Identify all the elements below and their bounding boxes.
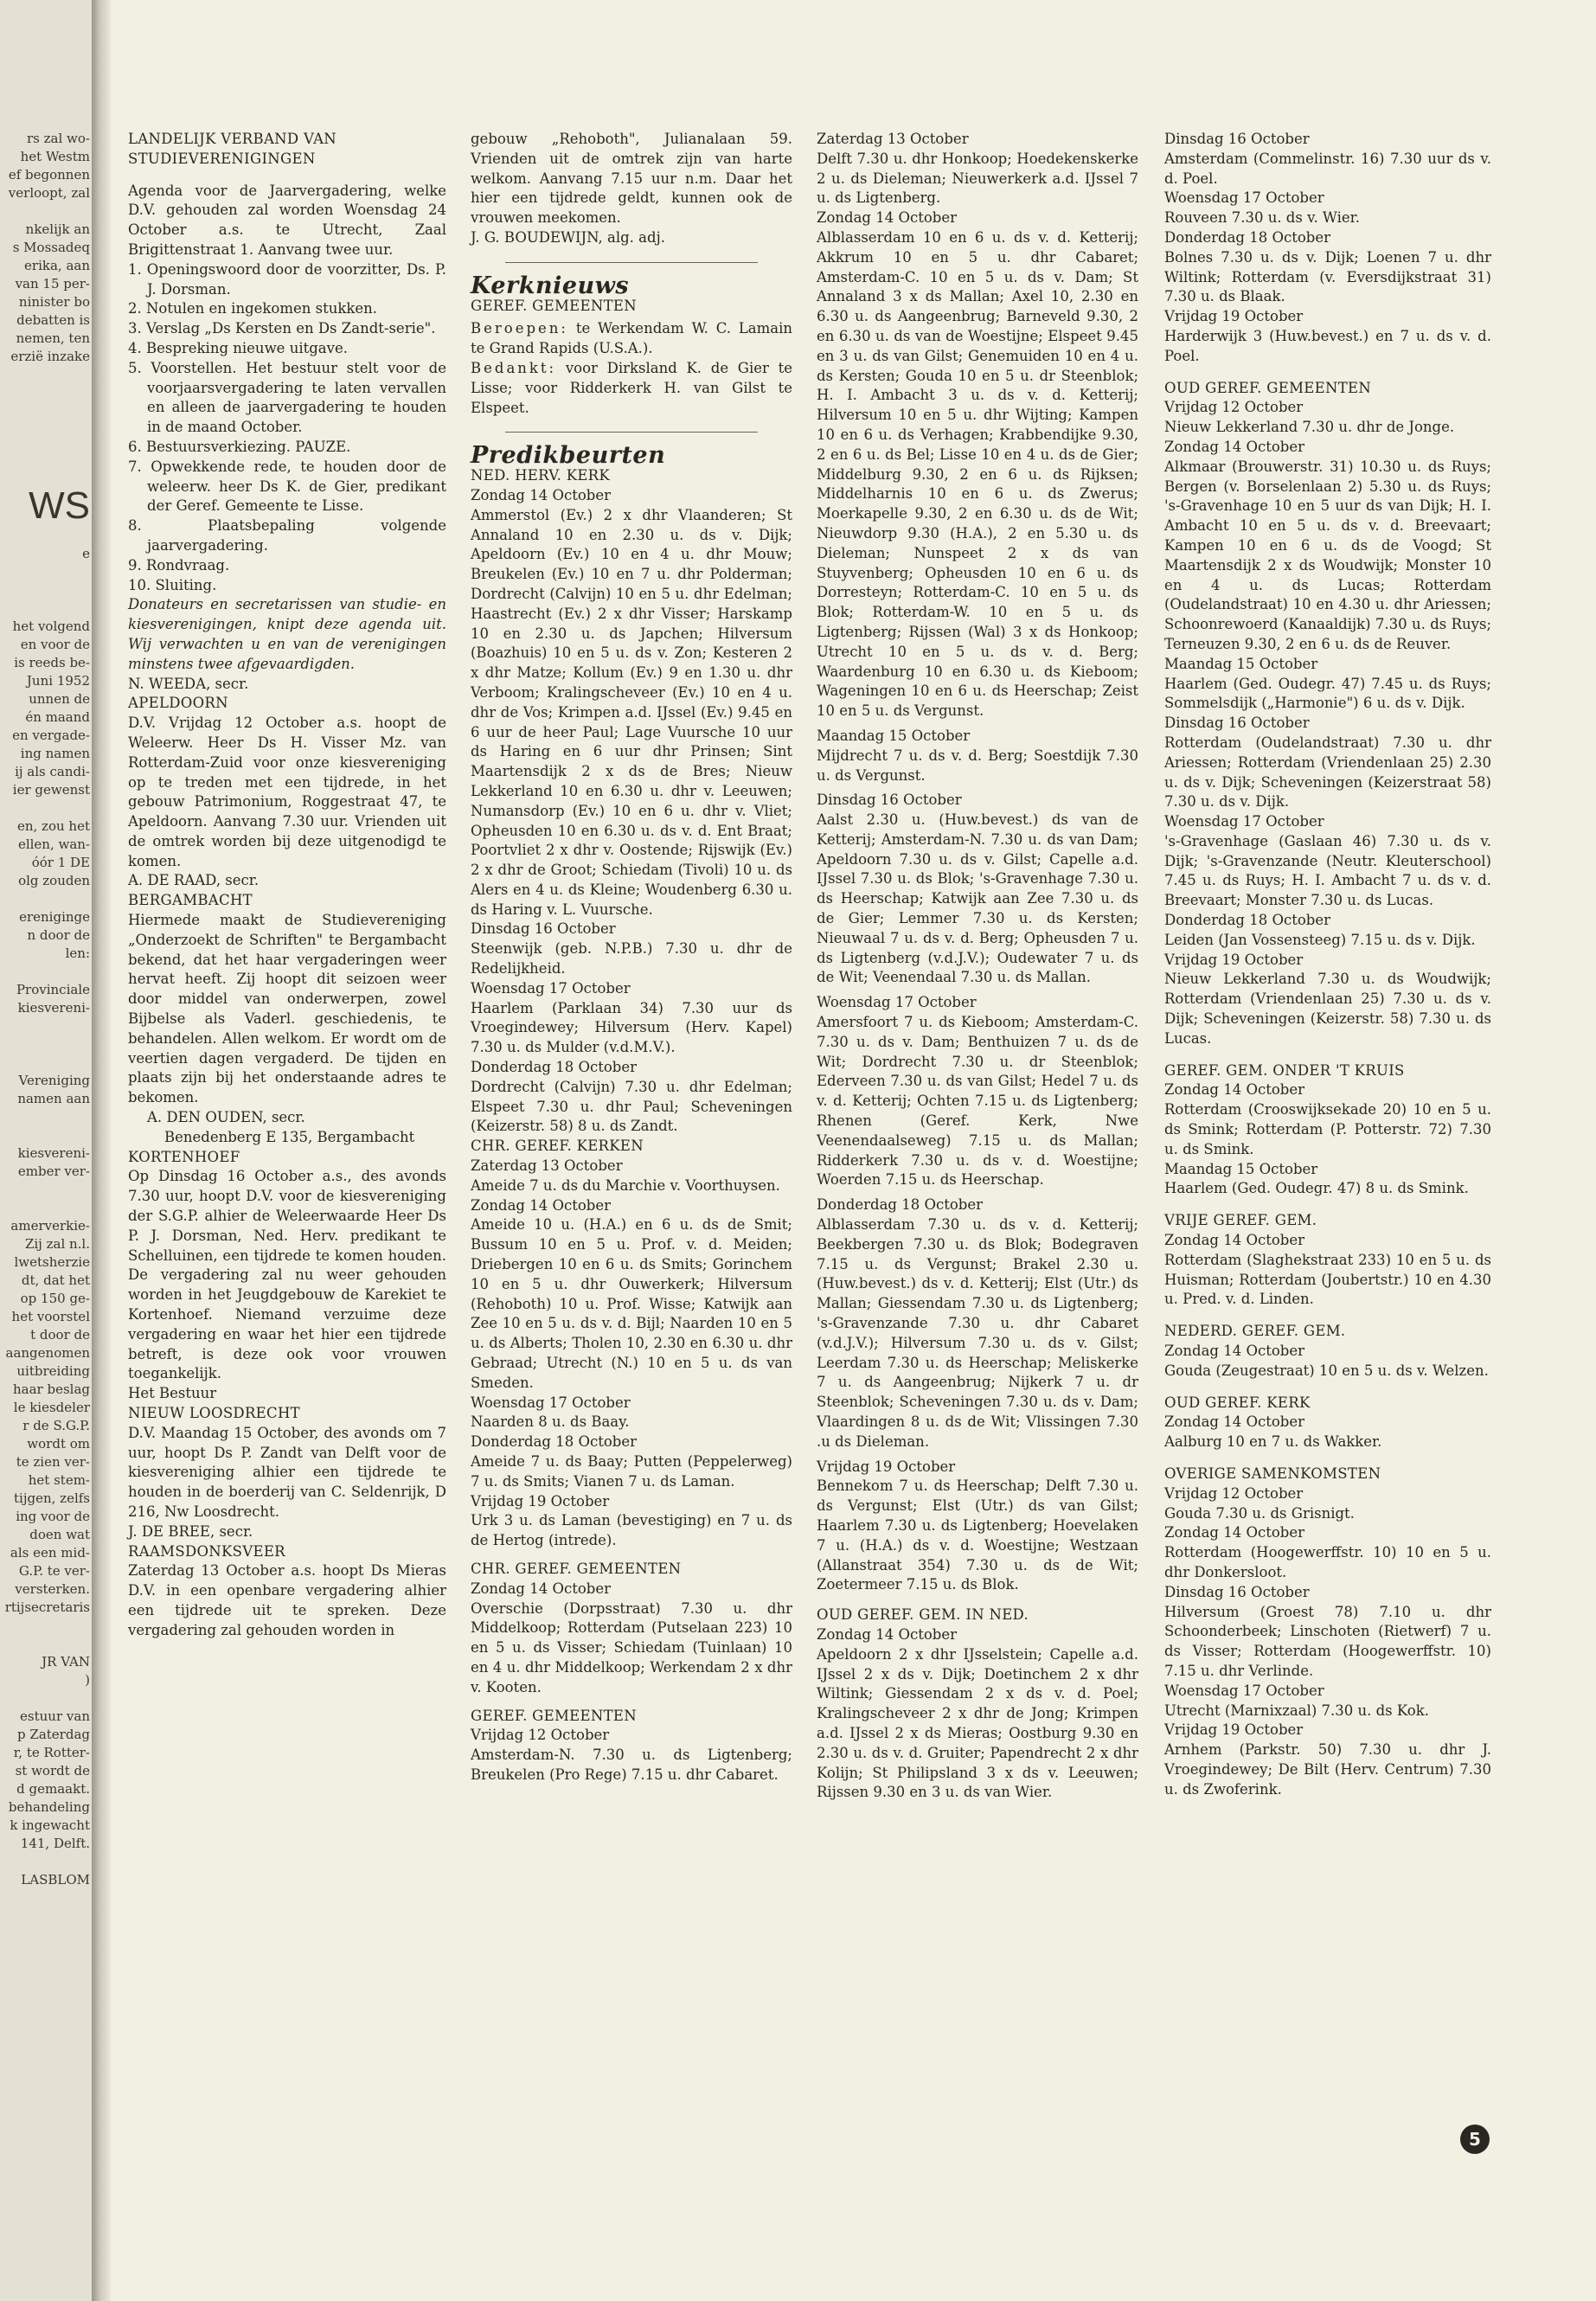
previous-page-text-fragment: p Zaterdag bbox=[17, 1727, 90, 1742]
previous-page-text-fragment bbox=[0, 599, 90, 618]
agenda-item: 6. Bestuursverkiezing. PAUZE. bbox=[128, 438, 351, 455]
day-heading: Donderdag 18 October bbox=[1164, 228, 1330, 246]
previous-page-text-fragment: en, zou het bbox=[16, 818, 90, 834]
previous-page-text-fragment: 141, Delft. bbox=[20, 1836, 90, 1851]
day-heading: Zondag 14 October bbox=[817, 209, 958, 227]
previous-page-text-fragment: ninister bo bbox=[18, 294, 90, 310]
agenda-item: 10. Sluiting. bbox=[128, 576, 217, 593]
schedule-text: Amsterdam-N. 7.30 u. ds Ligtenberg; Breukelen (Pro Rege) 7.15 u. dhr Cabaret. bbox=[471, 1747, 792, 1783]
heading-nederd-geref-gem: NEDERD. GEREF. GEM. bbox=[1164, 1323, 1346, 1340]
previous-page-text-fragment: én maand bbox=[25, 709, 90, 725]
schedule-text: Rouveen 7.30 u. ds v. Wier. bbox=[1164, 209, 1360, 227]
column-2 bbox=[471, 130, 792, 1785]
schedule-text: 's-Gravenhage (Gaslaan 46) 7.30 u. ds v. Dijk; 's-Gravenzande (Neutr. Kleuterschool) 7.45 u. ds Ruys; H. I. Ambacht 7 u. ds v. d. Breevaart; Monster 7.30 u. ds Lucas. bbox=[1164, 832, 1491, 909]
agenda-item: 3. Verslag „Ds Kersten en Ds Zandt-serie". bbox=[128, 320, 436, 337]
section-title-predikbeurten: Predikbeurten bbox=[471, 442, 666, 470]
previous-page-text-fragment: Provinciale bbox=[16, 982, 90, 997]
day-heading: Zondag 14 October bbox=[471, 486, 612, 503]
day-heading: Woensdag 17 October bbox=[471, 1394, 631, 1411]
schedule-text: Hilversum (Groest 78) 7.10 u. dhr Schoonderbeek; Linschoten (Rietwerf) 7 u. ds Visser; Rotterdam (Hoogewerffstr. 10) 7.15 u. dhr Verlinde. bbox=[1164, 1603, 1491, 1679]
column-3 bbox=[817, 130, 1138, 1803]
schedule-text: Bennekom 7 u. ds Heerschap; Delft 7.30 u. ds Vergunst; Elst (Utr.) ds van Gilst; Haarlem 7.30 u. ds Ligtenberg; Hoevelaken 7 u. (H.A.) ds v. d. Woestijne; Westzaan (Allanstraat 354) 7.30 u. ds de Wit; Zoetermeer 7.15 u. ds Blok. bbox=[817, 1477, 1138, 1593]
schedule-text: Dordrecht (Calvijn) 7.30 u. dhr Edelman; Elspeet 7.30 u. dhr Paul; Scheveningen (Keizerstr. 58) 8 u. ds Zandt. bbox=[471, 1078, 792, 1135]
heading-chr-geref-kerken: CHR. GEREF. KERKEN bbox=[471, 1138, 644, 1155]
schedule-text: Harderwijk 3 (Huw.bevest.) en 7 u. ds v. d. Poel. bbox=[1164, 327, 1491, 364]
article-title-2: STUDIEVERENIGINGEN bbox=[128, 150, 316, 167]
day-heading: Donderdag 18 October bbox=[817, 1196, 983, 1214]
agenda-intro: Agenda voor de Jaarvergadering, welke D.V. gehouden zal worden Woensdag 24 October a.s. te Utrecht, Zaal Brigittenstraat 1. Aanvang twee uur. bbox=[128, 182, 446, 258]
day-heading: Zondag 14 October bbox=[471, 1580, 612, 1597]
schedule-text: Alkmaar (Brouwerstr. 31) 10.30 u. ds Ruys; Bergen (v. Borselenlaan 2) 5.30 u. ds Ruys; 's-Gravenhage 10 en 5 uur ds van Dijk; H. I. Ambacht 10 en 5 u. ds v. d. Breevaart; Kampen 10 en 6 u. ds de Voogd; St Maartensdijk 2 x ds Woudwijk; Monster 10 en 4 u. ds Lucas; Rotterdam (Oudelandstraat) 10 en 4.30 u. dhr Ariessen; Schoonrewoerd (Kanaaldijk) 7.30 u. ds Ruys; Terneuzen 9.30, 2 en 6 u. ds de Reuver. bbox=[1164, 458, 1491, 652]
previous-page-text-fragment: rtijsecretaris bbox=[4, 1599, 90, 1615]
previous-page-text-fragment: t door de bbox=[30, 1327, 90, 1343]
day-heading: Woensdag 17 October bbox=[1164, 813, 1324, 830]
day-heading: Woensdag 17 October bbox=[471, 979, 631, 997]
day-heading: Zondag 14 October bbox=[1164, 1343, 1305, 1360]
section-title-kerknieuws: Kerknieuws bbox=[471, 272, 630, 299]
previous-page-text-fragment: wordt om bbox=[27, 1436, 90, 1452]
day-heading: Vrijdag 19 October bbox=[471, 1492, 610, 1509]
previous-page-heading-fragment: WS bbox=[29, 484, 90, 527]
schedule-text: Naarden 8 u. ds Baay. bbox=[471, 1413, 630, 1431]
previous-page-text-fragment bbox=[0, 963, 90, 981]
agenda-item: 8. Plaatsbepaling volgende jaarvergadering. bbox=[128, 517, 446, 554]
schedule-text: Amsterdam (Commelinstr. 16) 7.30 uur ds v. d. Poel. bbox=[1164, 150, 1491, 187]
day-heading: Dinsdag 16 October bbox=[1164, 1583, 1310, 1600]
day-heading: Zondag 14 October bbox=[1164, 1413, 1305, 1431]
schedule-text: Steenwijk (geb. N.P.B.) 7.30 u. dhr de Redelijkheid. bbox=[471, 940, 792, 977]
schedule-text: Overschie (Dorpsstraat) 7.30 u. dhr Middelkoop; Rotterdam (Putselaan 223) 10 en 5 u. ds Visser; Schiedam (Tuinlaan) 10 en 4 u. dhr Middelkoop; Werkendam 2 x dhr v. Kooten. bbox=[471, 1599, 792, 1695]
schedule-text: Leiden (Jan Vossensteeg) 7.15 u. ds v. Dijk. bbox=[1164, 931, 1476, 948]
previous-page-text-fragment: uitbreiding bbox=[16, 1363, 90, 1379]
agenda-item: 4. Bespreking nieuwe uitgave. bbox=[128, 339, 348, 356]
schedule-text: Aalst 2.30 u. (Huw.bevest.) ds van de Ketterij; Amsterdam-N. 7.30 u. ds van Dam; Apeldoorn 7.30 u. ds v. Gilst; Capelle a.d. IJssel 7.30 u. ds Blok; 's-Gravenhage 7.30 u. ds Heerschap; Katwijk aan Zee 7.30 u. ds de Gier; Lemmer 7.30 u. ds Kersten; Nieuwaal 7 u. ds v. d. Berg; Opheusden 7 u. ds Ligtenberg (v.d.J.V.); Oudewater 7 u. ds de Wit; Veenendaal 7.30 u. ds Mallan. bbox=[817, 811, 1138, 986]
schedule-text: Urk 3 u. ds Laman (bevestiging) en 7 u. ds de Hertog (intrede). bbox=[471, 1512, 792, 1549]
previous-page-text-fragment: rs zal wo- bbox=[27, 131, 90, 146]
day-heading: Vrijdag 19 October bbox=[1164, 951, 1304, 968]
previous-page-text-fragment: d gemaakt. bbox=[16, 1781, 90, 1797]
previous-page-text-fragment: ereniginge bbox=[19, 909, 90, 925]
previous-page-text-fragment: Zij zal n.l. bbox=[24, 1236, 90, 1252]
schedule-text: Haarlem (Ged. Oudegr. 47) 8 u. ds Smink. bbox=[1164, 1180, 1469, 1197]
schedule-text: Ammerstol (Ev.) 2 x dhr Vlaanderen; St Annaland 10 en 2.30 u. ds v. Dijk; Apeldoorn (Ev.) 10 en 4 u. dhr Mouw; Breukelen (Ev.) 10 en 7 u. dhr Polderman; Dordrecht (Calvijn) 10 en 5 u. dhr Edelman; Haastrecht (Ev.) 2 x dhr Visser; Harskamp 10 en 2.30 u. ds Japchen; Hilversum (Boazhuis) 10 en 5 u. ds v. Zon; Kesteren 2 x dhr Matze; Kollum (Ev.) 9 en 1.30 u. dhr Verboom; Kralingscheveer (Ev.) 10 en 4 u. dhr de Vos; Krimpen a.d. IJssel (Ev.) 9.45 en 6 uur de heer Paul; Lage Vuursche 10 uur ds Haring en 6 uur dhr Prinsen; Sint Maartensdijk 2 x ds de Bres; Nieuw Lekkerland 10 en 6.30 u. dhr v. Leeuwen; Numansdorp (Ev.) 10 en 6 u. dhr v. Vliet; Opheusden 10 en 6.30 u. ds v. d. Ent Braat; Poortvliet 2 x dhr v. Oostende; Rijswijk (Ev.) 2 x dhr de Groot; Schiedam (Tivoli) 10 u. ds Alers en 4 u. ds Kleine; Woudenberg 6.30 u. ds Haring v. L. Vuursche. bbox=[471, 506, 792, 918]
agenda-item: 9. Rondvraag. bbox=[128, 556, 230, 574]
day-heading: Donderdag 18 October bbox=[471, 1059, 637, 1076]
previous-page-text-fragment: G.P. te ver- bbox=[18, 1563, 90, 1579]
day-heading: Dinsdag 16 October bbox=[1164, 715, 1310, 732]
agenda-item: 7. Opwekkende rede, te houden door de weleerw. heer Ds K. de Gier, predikant der Geref. Gemeente te Lisse. bbox=[128, 458, 446, 515]
schedule-text: Ameide 7 u. ds Baay; Putten (Peppelerweg) 7 u. ds Smits; Vianen 7 u. ds Laman. bbox=[471, 1453, 792, 1490]
continued-text: gebouw „Rehoboth", Julianalaan 59. Vrienden uit de omtrek zijn van harte welkom. Aanvang 7.15 uur n.m. Daar het hier een tijdrede geldt, kunnen ook de vrouwen meekomen. bbox=[471, 131, 792, 227]
previous-page-text-fragment bbox=[0, 1181, 90, 1199]
day-heading: Zondag 14 October bbox=[1164, 1232, 1305, 1249]
previous-page-text-fragment bbox=[0, 563, 90, 581]
previous-page-text-fragment: ij als candi- bbox=[15, 764, 90, 779]
previous-page-strip bbox=[0, 0, 92, 2301]
day-heading: Vrijdag 12 October bbox=[1164, 1484, 1304, 1502]
schedule-text: Gouda 7.30 u. ds Grisnigt. bbox=[1164, 1504, 1355, 1522]
day-heading: Woensdag 17 October bbox=[1164, 189, 1324, 207]
heading-geref-gemeenten: GEREF. GEMEENTEN bbox=[471, 297, 637, 314]
article-title: LANDELIJK VERBAND VAN bbox=[128, 131, 337, 147]
day-heading: Vrijdag 12 October bbox=[1164, 399, 1304, 416]
signature-address: Benedenberg E 135, Bergambacht bbox=[164, 1128, 415, 1145]
day-heading: Vrijdag 12 October bbox=[471, 1727, 610, 1744]
previous-page-text-fragment: r de S.G.P. bbox=[22, 1418, 90, 1433]
previous-page-text-fragment: als een mid- bbox=[10, 1545, 90, 1561]
section-heading-kortenhoef: KORTENHOEF bbox=[128, 1148, 240, 1165]
heading-oud-geref-kerk: OUD GEREF. KERK bbox=[1164, 1394, 1311, 1411]
day-heading: Woensdag 17 October bbox=[1164, 1682, 1324, 1699]
page-gutter bbox=[92, 0, 111, 2301]
day-heading: Zondag 14 October bbox=[1164, 1524, 1305, 1541]
previous-page-text-fragment: namen aan bbox=[17, 1091, 90, 1106]
day-heading: Maandag 15 October bbox=[1164, 1160, 1318, 1177]
previous-page-text-fragment bbox=[0, 1853, 90, 1871]
schedule-text: Nieuw Lekkerland 7.30 u. ds Woudwijk; Rotterdam (Vriendenlaan 25) 7.30 u. ds v. Dijk; Scheveningen (Keizerstr. 58) 7.30 u. ds Lucas. bbox=[1164, 971, 1491, 1047]
previous-page-text-fragment bbox=[0, 1199, 90, 1217]
heading-overige-samenkomsten: OVERIGE SAMENKOMSTEN bbox=[1164, 1465, 1381, 1482]
previous-page-text-fragment: verloopt, zal bbox=[8, 185, 90, 201]
previous-page-text-fragment: ) bbox=[85, 1672, 90, 1688]
previous-page-text-fragment bbox=[0, 1108, 90, 1126]
schedule-text: Utrecht (Marnixzaal) 7.30 u. ds Kok. bbox=[1164, 1702, 1429, 1719]
schedule-text: Alblasserdam 7.30 u. ds v. d. Ketterij; Beekbergen 7.30 u. ds Blok; Bodegraven 7.15 u. ds Vergunst; Brakel 2.30 u. (Huw.bevest.) ds v. d. Ketterij; Elst (Utr.) ds Mallan; Giessendam 7.30 u. ds Ligtenberg; 's-Gravenzande 7.30 u. dhr Cabaret (v.d.J.V.); Hilversum 7.30 u. ds v. Gilst; Leerdam 7.30 u. ds Heerschap; Meliskerke 7 u. ds Aangeenbrug; Nijkerk 7 u. dr Steenblok; Scheveningen 7.30 u. ds v. Dam; Vlaardingen 8 u. ds de Wit; Vlissingen 7.30 .u ds Dieleman. bbox=[817, 1216, 1138, 1450]
schedule-text: Bolnes 7.30 u. ds v. Dijk; Loenen 7 u. dhr Wiltink; Rotterdam (v. Eversdijkstraat 31) 7.30 u. ds Blaak. bbox=[1164, 248, 1491, 305]
previous-page-text-fragment: ember ver- bbox=[17, 1163, 90, 1179]
schedule-text: Aalburg 10 en 7 u. ds Wakker. bbox=[1164, 1433, 1382, 1451]
day-heading: Zondag 14 October bbox=[1164, 1081, 1305, 1099]
day-heading: Zaterdag 13 October bbox=[471, 1157, 623, 1175]
previous-page-text-fragment: estuur van bbox=[20, 1708, 90, 1724]
previous-page-text-fragment: en voor de bbox=[20, 637, 90, 652]
previous-page-text-fragment: versterken. bbox=[15, 1581, 90, 1597]
schedule-text: Arnhem (Parkstr. 50) 7.30 u. dhr J. Vroegindewey; De Bilt (Herv. Centrum) 7.30 u. ds Zwoferink. bbox=[1164, 1741, 1491, 1798]
schedule-text: Delft 7.30 u. dhr Honkoop; Hoedekenskerke 2 u. ds Dieleman; Nieuwerkerk a.d. IJssel 7 u. ds Ligtenberg. bbox=[817, 150, 1138, 207]
schedule-text: Gouda (Zeugestraat) 10 en 5 u. ds v. Welzen. bbox=[1164, 1362, 1489, 1379]
signature: A. DEN OUDEN, secr. bbox=[147, 1109, 305, 1126]
day-heading: Dinsdag 16 October bbox=[1164, 131, 1310, 147]
bergambacht-text: Hiermede maakt de Studievereniging „Onderzoekt de Schriften" te Bergambacht bekend, dat het haar vergaderingen weer hervat heeft. Zij hoopt dit seizoen weer door middel van onderwerpen, zowel Bijbelse als Vaderl. geschiedenis, te behandelen. Allen welkom. Er wordt om de veertien dagen vergaderd. De tijden en plaats zijn bij het onderstaande adres te bekomen. bbox=[128, 912, 446, 1106]
schedule-text: Mijdrecht 7 u. ds v. d. Berg; Soestdijk 7.30 u. ds Vergunst. bbox=[817, 747, 1138, 784]
apeldoorn-text: D.V. Vrijdag 12 October a.s. hoopt de Weleerw. Heer Ds H. Visser Mz. van Rotterdam-Zuid voor onze kiesvereniging op te treden met een tijdrede, in het gebouw Patrimonium, Roggestraat 47, te Apeldoorn. Aanvang 7.30 uur. Vrienden uit de omtrek worden bij deze uitgenodigd te komen. bbox=[128, 715, 446, 869]
previous-page-text-fragment: k ingewacht bbox=[10, 1817, 90, 1833]
previous-page-text-fragment: e bbox=[82, 546, 90, 561]
previous-page-text-fragment: doen wat bbox=[29, 1527, 90, 1542]
schedule-text: Rotterdam (Oudelandstraat) 7.30 u. dhr Ariessen; Rotterdam (Vriendenlaan 25) 2.30 u. ds v. Dijk; Scheveningen (Keizerstraat 58) 7.30 u. ds v. Dijk. bbox=[1164, 734, 1491, 811]
schedule-text: Haarlem (Parklaan 34) 7.30 uur ds Vroegindewey; Hilversum (Herv. Kapel) 7.30 u. ds Mulder (v.d.M.V.). bbox=[471, 999, 792, 1056]
raamsdonksveer-text: Zaterdag 13 October a.s. hoopt Ds Mieras D.V. in een openbare vergadering alhier een tijdrede uit te spreken. Deze vergadering zal gehouden worden in bbox=[128, 1562, 446, 1638]
bedankt-label: Bedankt: bbox=[471, 359, 557, 376]
previous-page-text-fragment bbox=[0, 1054, 90, 1072]
signature: Het Bestuur bbox=[128, 1385, 217, 1402]
schedule-text: Amersfoort 7 u. ds Kieboom; Amsterdam-C. 7.30 u. ds v. Dam; Benthuizen 7 u. ds de Wit; Dordrecht 7.30 u. dr Steenblok; Ederveen 7.30 u. ds van Gilst; Hedel 7 u. ds v. d. Ketterij; Ochten 7.15 u. ds Ligtenberg; Rhenen (Geref. Kerk, Nwe Veenendaalseweg) 7.15 u. ds Mallan; Ridderkerk 7.30 u. ds v. d. Woestijne; Woerden 7.15 u. ds Heerschap. bbox=[817, 1014, 1138, 1189]
previous-page-text-fragment: len: bbox=[65, 945, 90, 961]
day-heading: Donderdag 18 October bbox=[471, 1433, 637, 1451]
previous-page-text-fragment bbox=[0, 1017, 90, 1035]
schedule-text: Rotterdam (Slaghekstraat 233) 10 en 5 u. ds Huisman; Rotterdam (Joubertstr.) 10 en 4.30 u. Pred. v. d. Linden. bbox=[1164, 1251, 1491, 1308]
agenda-item: 5. Voorstellen. Het bestuur stelt voor de voorjaarsvergadering te laten vervallen en alleen de jaarvergadering te houden in de maand October. bbox=[128, 359, 446, 436]
day-heading: Vrijdag 19 October bbox=[1164, 308, 1304, 325]
beroepen-label: Beroepen: bbox=[471, 320, 568, 337]
previous-page-text-fragment: en vergade- bbox=[12, 727, 90, 743]
agenda-item: 1. Openingswoord door de voorzitter, Ds. P. J. Dorsman. bbox=[128, 260, 446, 298]
day-heading: Zondag 14 October bbox=[471, 1196, 612, 1214]
previous-page-text-fragment: kiesvereni- bbox=[17, 1000, 90, 1016]
divider bbox=[505, 262, 758, 263]
previous-page-text-fragment bbox=[0, 1635, 90, 1653]
heading-vrije-geref-gem: VRIJE GEREF. GEM. bbox=[1164, 1212, 1317, 1229]
previous-page-text-fragment bbox=[0, 890, 90, 908]
previous-page-text-fragment: van 15 per- bbox=[15, 276, 90, 292]
previous-page-text-fragment: erika, aan bbox=[24, 258, 90, 273]
agenda-list bbox=[128, 260, 446, 596]
previous-page-text-fragment: ier gewenst bbox=[12, 782, 90, 798]
beroepen-text: Beroepen: te Werkendam W. C. Lamain te Grand Rapids (U.S.A.). bbox=[471, 320, 792, 357]
day-heading: Maandag 15 October bbox=[817, 727, 971, 744]
schedule-text: Alblasserdam 10 en 6 u. ds v. d. Ketterij; Akkrum 10 en 5 u. dhr Cabaret; Amsterdam-C. 10 en 5 u. ds v. Dam; St Annaland 3 x ds Mallan; Axel 10, 2.30 en 6.30 u. ds Aangeenbrug; Barneveld 9.30, 2 en 6.30 u. ds van de Woestijne; Elspeet 9.45 en 3 u. ds van Gilst; Genemuiden 10 en 4 u. ds Kersten; Gouda 10 en 5 u. dr Steenblok; H. I. Ambacht 3 u. ds v. d. Ketterij; Hilversum 10 en 5 u. dhr Wijting; Kampen 10 en 6 u. ds Verhagen; Krabbendijke 9.30, 2 en 6 u. ds Bel; Lisse 10 en 4 u. ds de Gier; Middelburg 9.30, 2 en 6 u. ds Rijksen; Middelharnis 10 en 6 u. ds Zwerus; Moerkapelle 9.30, 2 en 6.30 u. ds de Wit; Nieuwdorp 9.30 (H.A.), 2 en 5.30 u. ds Dieleman; Nunspeet 2 x ds van Stuyvenberg; Opheusden 10 en 6 u. ds Dorresteyn; Rotterdam-C. 10 en 5 u. ds Blok; Rotterdam-W. 10 en 5 u. ds Ligtenberg; Rijssen (Wal) 3 x ds Honkoop; Utrecht 10 en 5 u. ds v. d. Berg; Waardenburg 10 en 6.30 u. ds Kieboom; Wageningen 10 en 6 u. ds Heerschap; Zeist 10 en 5 u. ds Vergunst. bbox=[817, 228, 1138, 720]
previous-page-text-fragment: le kiesdeler bbox=[13, 1400, 90, 1415]
section-heading-raamsdonksveer: RAAMSDONKSVEER bbox=[128, 1542, 285, 1560]
previous-page-text-fragment bbox=[0, 1689, 90, 1708]
previous-page-text-fragment: st wordt de bbox=[15, 1763, 90, 1779]
previous-page-text-fragment bbox=[0, 1126, 90, 1144]
heading-geref-gemeenten: GEREF. GEMEENTEN bbox=[471, 1707, 637, 1724]
previous-page-text-fragment: is reeds be- bbox=[14, 655, 90, 670]
previous-page-text-fragment: JR VAN bbox=[42, 1654, 90, 1670]
previous-page-text-fragment: het voorstel bbox=[11, 1309, 90, 1324]
previous-page-text-fragment: óór 1 DE bbox=[31, 855, 90, 870]
section-heading-nieuw-loosdrecht: NIEUW LOOSDRECHT bbox=[128, 1405, 300, 1421]
previous-page-fragments bbox=[0, 130, 90, 366]
section-heading-apeldoorn: APELDOORN bbox=[128, 695, 228, 712]
page-number: 5 bbox=[1460, 2125, 1490, 2154]
previous-page-text-fragment: haar beslag bbox=[12, 1381, 90, 1397]
day-heading: Woensdag 17 October bbox=[817, 994, 977, 1011]
heading-geref-gem-onder-t-kruis: GEREF. GEM. ONDER 'T KRUIS bbox=[1164, 1061, 1405, 1079]
heading-oud-geref-gem: OUD GEREF. GEM. IN NED. bbox=[817, 1606, 1029, 1624]
day-heading: Zaterdag 13 October bbox=[817, 131, 969, 147]
heading-chr-geref-gemeenten: CHR. GEREF. GEMEENTEN bbox=[471, 1560, 682, 1577]
previous-page-text-fragment: amerverkie- bbox=[10, 1218, 90, 1234]
signature: N. WEEDA, secr. bbox=[128, 675, 249, 692]
previous-page-text-fragment: tijgen, zelfs bbox=[14, 1490, 90, 1506]
day-heading: Maandag 15 October bbox=[1164, 655, 1318, 672]
previous-page-text-fragment: ef begonnen bbox=[8, 167, 90, 183]
previous-page-text-fragment: nkelijk an bbox=[25, 221, 90, 237]
previous-page-text-fragment: ing voor de bbox=[16, 1509, 90, 1524]
donateurs-note: Donateurs en secretarissen van studie- en kiesverenigingen, knipt deze agenda uit. Wij verwachten u en van de verenigingen minstens twee afgevaardigden. bbox=[128, 596, 446, 672]
previous-page-text-fragment: LASBLOM bbox=[21, 1872, 90, 1888]
day-heading: Donderdag 18 October bbox=[1164, 912, 1330, 929]
previous-page-text-fragment: behandeling bbox=[8, 1799, 90, 1815]
bedankt-text: Bedankt: voor Dirksland K. de Gier te Lisse; voor Ridderkerk H. van Gilst te Elspeet. bbox=[471, 359, 792, 416]
previous-page-text-fragment: het Westm bbox=[20, 149, 90, 164]
schedule-text: Ameide 7 u. ds du Marchie v. Voorthuysen. bbox=[471, 1176, 780, 1194]
previous-page-text-fragment: lwetsherzie bbox=[14, 1254, 90, 1270]
schedule-text: Nieuw Lekkerland 7.30 u. dhr de Jonge. bbox=[1164, 419, 1455, 436]
divider bbox=[505, 432, 758, 433]
day-heading: Zondag 14 October bbox=[1164, 438, 1305, 455]
previous-page-text-fragment: ellen, wan- bbox=[17, 836, 90, 852]
previous-page-text-fragment: n door de bbox=[27, 927, 90, 943]
previous-page-text-fragment bbox=[0, 1617, 90, 1635]
previous-page-text-fragment bbox=[0, 202, 90, 221]
previous-page-text-fragment: Vereniging bbox=[18, 1073, 90, 1088]
previous-page-text-fragment: olg zouden bbox=[18, 873, 90, 888]
loosdrecht-text: D.V. Maandag 15 October, des avonds om 7 uur, hoopt Ds P. Zandt van Delft voor de kiesvereniging alhier een tijdrede te houden in de boerderij van C. Seldenrijk, D 216, Nw Loosdrecht. bbox=[128, 1424, 446, 1520]
signature: J. DE BREE, secr. bbox=[128, 1522, 253, 1540]
heading-ned-herv-kerk: NED. HERV. KERK bbox=[471, 467, 611, 484]
previous-page-text-fragment: debatten is bbox=[16, 312, 90, 328]
previous-page-text-fragment: erzië inzake bbox=[10, 349, 90, 364]
previous-page-text-fragment: unnen de bbox=[29, 691, 90, 707]
column-4 bbox=[1164, 130, 1491, 1800]
previous-page-text-fragment: Juni 1952 bbox=[26, 673, 90, 689]
previous-page-text-fragment: aangenomen bbox=[5, 1345, 90, 1361]
day-heading: Vrijdag 19 October bbox=[817, 1458, 956, 1475]
previous-page-text-fragment: het stem- bbox=[28, 1472, 90, 1488]
heading-oud-geref-gemeenten: OUD GEREF. GEMEENTEN bbox=[1164, 379, 1372, 396]
signature: A. DE RAAD, secr. bbox=[128, 872, 260, 889]
schedule-text: Ameide 10 u. (H.A.) en 6 u. ds de Smit; Bussum 10 en 5 u. Prof. v. d. Meiden; Driebergen 10 en 6 u. ds Smits; Gorinchem 10 en 5 u. dhr Ouwerkerk; Hilversum (Rehoboth) 10 u. Prof. Wisse; Katwijk aan Zee 10 en 5 u. ds v. d. Bijl; Naarden 10 en 5 u. ds Alberts; Tholen 10, 2.30 en 6.30 u. dhr Gebraad; Utrecht (N.) 10 en 5 u. ds van Smeden. bbox=[471, 1216, 792, 1391]
section-heading-bergambacht: BERGAMBACHT bbox=[128, 892, 253, 909]
schedule-text: Rotterdam (Crooswijksekade 20) 10 en 5 u. ds Smink; Rotterdam (P. Potterstr. 72) 7.30 u. ds Smink. bbox=[1164, 1101, 1491, 1157]
previous-page-text-fragment: dt, dat het bbox=[21, 1272, 90, 1288]
previous-page-text-fragment: op 150 ge- bbox=[20, 1291, 90, 1306]
schedule-text: Rotterdam (Hoogewerffstr. 10) 10 en 5 u. dhr Donkersloot. bbox=[1164, 1544, 1491, 1580]
column-1 bbox=[128, 130, 446, 1641]
previous-page-text-fragment: te zien ver- bbox=[16, 1454, 90, 1470]
signature: J. G. BOUDEWIJN, alg. adj. bbox=[471, 228, 665, 246]
day-heading: Zondag 14 October bbox=[817, 1625, 958, 1643]
agenda-item: 2. Notulen en ingekomen stukken. bbox=[128, 300, 377, 317]
previous-page-text-fragment: ing namen bbox=[20, 746, 90, 761]
previous-page-fragments-2 bbox=[0, 545, 90, 1889]
previous-page-text-fragment: r, te Rotter- bbox=[13, 1745, 90, 1760]
day-heading: Dinsdag 16 October bbox=[471, 920, 616, 938]
previous-page-text-fragment bbox=[0, 1035, 90, 1054]
day-heading: Vrijdag 19 October bbox=[1164, 1721, 1304, 1739]
schedule-text: Haarlem (Ged. Oudegr. 47) 7.45 u. ds Ruys; Sommelsdijk („Harmonie") 6 u. ds v. Dijk. bbox=[1164, 675, 1491, 712]
schedule-text: Apeldoorn 2 x dhr IJsselstein; Capelle a.d. IJssel 2 x ds v. Dijk; Doetinchem 2 x dhr Wiltink; Giessendam 2 x ds v. d. Poel; Kralingscheveer 2 x dhr de Jong; Krimpen a.d. IJssel 2 x ds Mieras; Oostburg 9.30 en 2.30 u. ds v. d. Gruiter; Papendrecht 2 x dhr Kolijn; St Philipsland 3 x ds v. Leeuwen; Rijssen 9.30 en 3 u. ds van Wier. bbox=[817, 1645, 1138, 1801]
day-heading: Dinsdag 16 October bbox=[817, 792, 962, 809]
kortenhoef-text: Op Dinsdag 16 October a.s., des avonds 7.30 uur, hoopt D.V. voor de kiesvereniging der S.G.P. alhier de Weleerwaarde Heer Ds P. J. Dorsman, Ned. Herv. predikant te Schelluinen, een tijdrede te komen houden. De vergadering zal nu weer gehouden worden in het Jeugdgebouw de Karekiet te Kortenhoef. Niemand verzuime deze vergadering en waar het hier een tijdrede betreft, is deze ook voor vrouwen toegankelijk. bbox=[128, 1168, 446, 1382]
previous-page-text-fragment: kiesvereni- bbox=[17, 1145, 90, 1161]
previous-page-text-fragment: nemen, ten bbox=[16, 330, 90, 346]
previous-page-text-fragment bbox=[0, 581, 90, 599]
previous-page-text-fragment: s Mossadeq bbox=[12, 240, 90, 255]
previous-page-text-fragment bbox=[0, 799, 90, 817]
previous-page-text-fragment: het volgend bbox=[12, 619, 90, 634]
